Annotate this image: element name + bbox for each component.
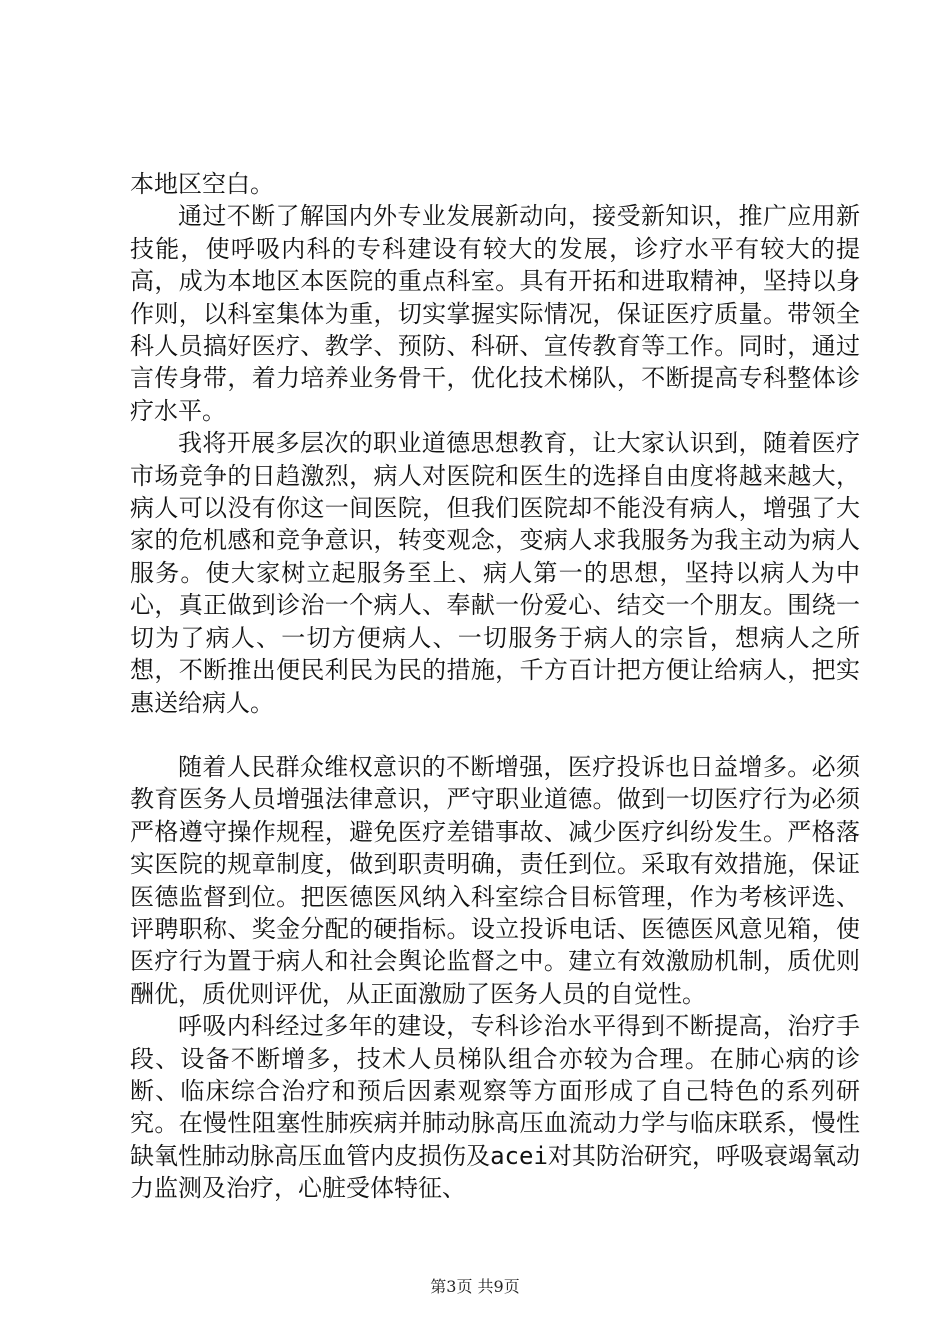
paragraph: 呼吸内科经过多年的建设，专科诊治水平得到不断提高，治疗手段、设备不断增多，技术人员梯队组合亦较为合理。在肺心病的诊断、临床综合治疗和预后因素观察等方面形成了自己特色的系列研究。在慢性阻塞性肺疾病并肺动脉高压血流动力学与临床联系，慢性缺氧性肺动脉高压血管内皮损伤及acei对其防治研究，呼吸衰竭氧动力监测及治疗，心脏受体特征、: [130, 1012, 860, 1203]
page-number-label: 第3页 共9页: [430, 1277, 520, 1296]
page-footer: [0, 1274, 950, 1297]
paragraph: 随着人民群众维权意识的不断增强，医疗投诉也日益增多。必须教育医务人员增强法律意识，严守职业道德。做到一切医疗行为必须严格遵守操作规程，避免医疗差错事故、减少医疗纠纷发生。严格落实医院的规章制度，做到职责明确，责任到位。采取有效措施，保证医德监督到位。把医德医风纳入科室综合目标管理，作为考核评选、评聘职称、奖金分配的硬指标。设立投诉电话、医德医风意见箱，使医疗行为置于病人和社会舆论监督之中。建立有效激励机制，质优则酬优，质优则评优，从正面激励了医务人员的自觉性。: [130, 752, 860, 1008]
paragraph-continuation: 本地区空白。: [130, 170, 274, 198]
document-body: [130, 168, 860, 1205]
paragraph: 我将开展多层次的职业道德思想教育，让大家认识到，随着医疗市场竞争的日趋激烈，病人对医院和医生的选择自由度将越来越大，病人可以没有你这一间医院，但我们医院却不能没有病人，增强了大家的危机感和竞争意识，转变观念，变病人求我服务为我主动为病人服务。使大家树立起服务至上、病人第一的思想，坚持以病人为中心，真正做到诊治一个病人、奉献一份爱心、结交一个朋友。围绕一切为了病人、一切方便病人、一切服务于病人的宗旨，想病人之所想，不断推出便民利民为民的措施，千方百计把方便让给病人，把实惠送给病人。: [130, 429, 860, 717]
paragraph: 通过不断了解国内外专业发展新动向，接受新知识，推广应用新技能，使呼吸内科的专科建设有较大的发展，诊疗水平有较大的提高，成为本地区本医院的重点科室。具有开拓和进取精神，坚持以身作则，以科室集体为重，切实掌握实际情况，保证医疗质量。带领全科人员搞好医疗、教学、预防、科研、宣传教育等工作。同时，通过言传身带，着力培养业务骨干，优化技术梯队，不断提高专科整体诊疗水平。: [130, 202, 860, 425]
